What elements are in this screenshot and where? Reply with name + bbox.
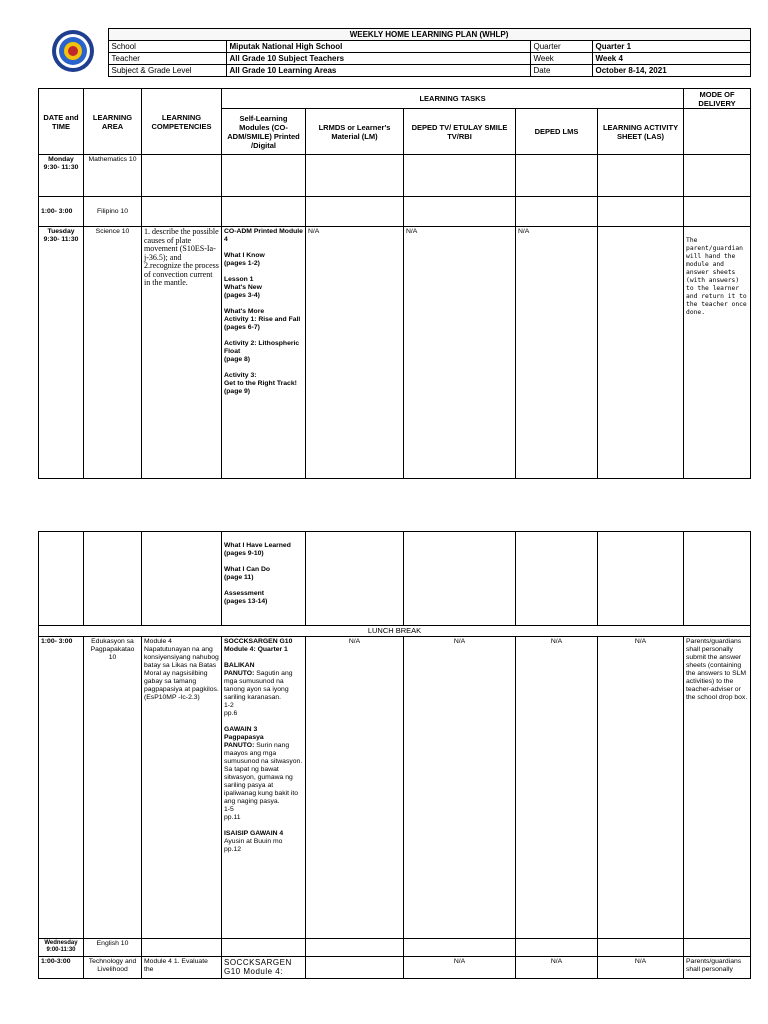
col-competencies: LEARNING COMPETENCIES (142, 89, 222, 155)
wednesday-cell (39, 939, 84, 957)
table-row (39, 532, 751, 626)
esp-mode: Parents/guardians shall personally submit the answer sheets (containing the answers to SLM activities) to the teacher-adviser or the school drop box. (684, 637, 751, 939)
week-value: Week 4 (592, 53, 750, 65)
wednesday-time: 9:00-11:30 (46, 947, 76, 953)
tle-deped-lms: N/A (516, 957, 598, 979)
plan-title: WEEKLY HOME LEARNING PLAN (WHLP) (108, 29, 750, 41)
subject-value: All Grade 10 Learning Areas (226, 65, 530, 77)
col-deped-tv: DEPED TV/ ETULAY SMILE TV/RBI (404, 109, 516, 155)
date-label: Date (530, 65, 592, 77)
tuesday-time: 9:30- 11:30 (43, 236, 79, 243)
tle-las: N/A (598, 957, 684, 979)
science-slm-continued: What I Have Learned (pages 9-10) What I Can Do (page 11) Assessment (pages 13-14) (222, 532, 306, 626)
table-row (39, 957, 751, 979)
math-area: Mathematics 10 (84, 155, 142, 197)
school-seal-icon (51, 29, 95, 73)
esp-lrmds: N/A (306, 637, 404, 939)
teacher-value: All Grade 10 Subject Teachers (226, 53, 530, 65)
wednesday-day: Wednesday (44, 940, 78, 946)
learning-plan-table-continued (38, 531, 751, 979)
school-value: Miputak National High School (226, 41, 530, 53)
col-deped-lms: DEPED LMS (516, 109, 598, 155)
esp-las: N/A (598, 637, 684, 939)
tle-slm: SOCCKSARGEN G10 Module 4: (222, 957, 306, 979)
monday-day: Monday (48, 156, 74, 163)
tle-mode: Parents/guardians shall personally (684, 957, 751, 979)
col-lrmds: LRMDS or Learner's Material (LM) (306, 109, 404, 155)
english-area: English 10 (84, 939, 142, 957)
tle-competencies: Module 4 1. Evaluate the (142, 957, 222, 979)
tle-time: 1:00-3:00 (39, 957, 84, 979)
esp-deped-lms: N/A (516, 637, 598, 939)
col-mode-sub (684, 109, 751, 155)
filipino-time: 1:00- 3:00 (39, 197, 84, 227)
table-row (39, 637, 751, 939)
subject-label: Subject & Grade Level (108, 65, 226, 77)
table-row (39, 155, 751, 197)
tle-deped-tv: N/A (404, 957, 516, 979)
col-date-time: DATE and TIME (39, 89, 84, 155)
monday-cell (39, 155, 84, 197)
esp-competencies: Module 4 Napatutunayan na ang konsiyensiyang nahubog batay sa Likas na Batas Moral ay nagsisilbing gabay sa tamang pagpapasiya at pagkilos. (EsP10MP -Ic-2.3) (142, 637, 222, 939)
school-label: School (108, 41, 226, 53)
header-table (38, 28, 751, 77)
tuesday-day: Tuesday (47, 228, 75, 235)
week-label: Week (530, 53, 592, 65)
quarter-value: Quarter 1 (592, 41, 750, 53)
teacher-label: Teacher (108, 53, 226, 65)
school-seal-cell (38, 29, 108, 77)
col-learning-area: LEARNING AREA (84, 89, 142, 155)
col-mode: MODE OF DELIVERY (684, 89, 751, 109)
science-slm: CO-ADM Printed Module 4 What I Know (pages 1-2) Lesson 1 What's New (pages 3-4) What's More Activity 1: Rise and Fall (pages 6-7) Activity 2: Lithospheric Float (page 8) Activity 3: Get to the Right Track! (page 9) (222, 227, 306, 479)
filipino-area: Filipino 10 (84, 197, 142, 227)
esp-area: Edukasyon sa Pagpapakatao 10 (84, 637, 142, 939)
tuesday-cell (39, 227, 84, 479)
science-lrmds: N/A (306, 227, 404, 479)
table-row (39, 227, 751, 479)
col-las: LEARNING ACTIVITY SHEET (LAS) (598, 109, 684, 155)
esp-time: 1:00- 3:00 (39, 637, 84, 939)
science-mode: The parent/guardian will hand the module and answer sheets (with answers) to the learner and return it to the teacher once done. (684, 227, 751, 479)
monday-time: 9:30- 11:30 (43, 164, 79, 171)
table-row (39, 939, 751, 957)
esp-deped-tv: N/A (404, 637, 516, 939)
science-area: Science 10 (84, 227, 142, 479)
learning-plan-table (38, 88, 751, 479)
date-value: October 8-14, 2021 (592, 65, 750, 77)
tle-area: Technology and Livelihood (84, 957, 142, 979)
table-row (39, 197, 751, 227)
col-learning-tasks: LEARNING TASKS (222, 89, 684, 109)
science-deped-lms: N/A (516, 227, 598, 479)
science-competencies: 1. describe the possible causes of plate movement (S10ES-Ia-j-36.5); and 2.recognize the process of convection current in the mantle. (142, 227, 222, 479)
col-slm: Self-Learning Modules (CO-ADM/SMILE) Printed /Digital (222, 109, 306, 155)
science-deped-tv: N/A (404, 227, 516, 479)
lunch-break: LUNCH BREAK (39, 626, 751, 637)
quarter-label: Quarter (530, 41, 592, 53)
esp-slm: SOCCKSARGEN G10 Module 4: Quarter 1 BALIKAN PANUTO: Sagutin ang mga sumusunod na tanong ayon sa iyong sariling karanasan. 1-2 pp.6 GAWAIN 3 Pagpapasya PANUTO: Surin nang maayos ang mga sumusunod na sitwasyon. Sa tapat ng bawat sitwasyon, gumawa ng sariling pasya at ipaliwanag kung bakit ito ang naging pasya. 1-5 pp.11 ISAISIP GAWAIN 4 Ayusin at Buuin mo pp.12 (222, 637, 306, 939)
